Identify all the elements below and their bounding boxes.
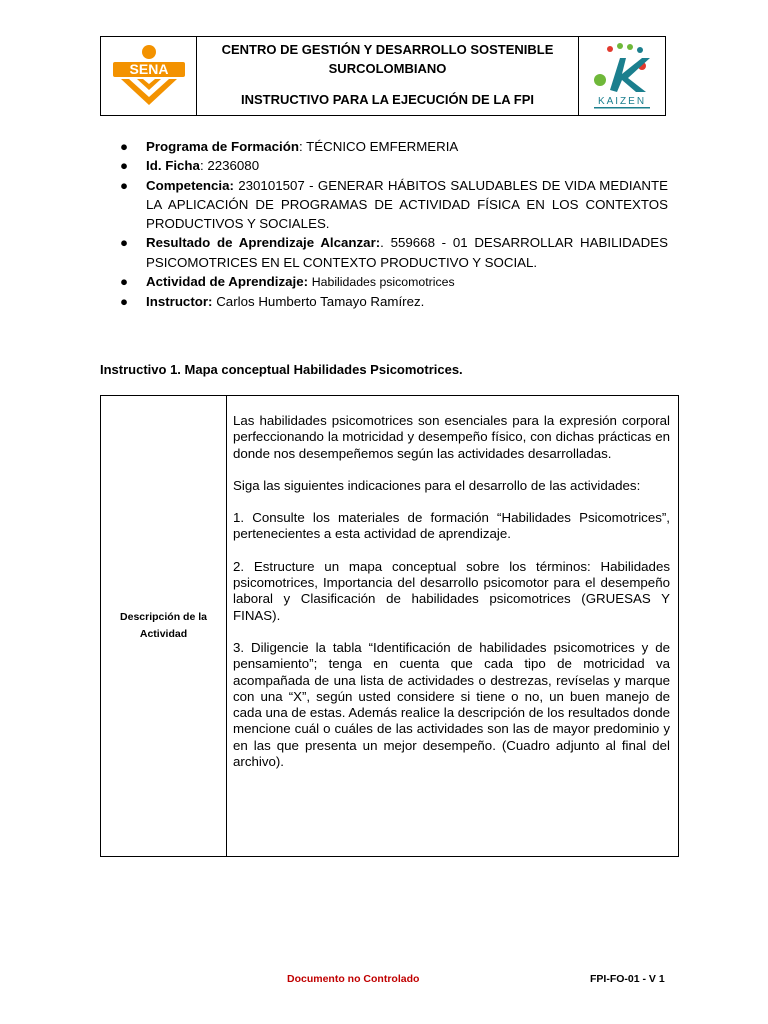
activity-description-content bbox=[227, 396, 678, 856]
paragraph: Las habilidades psicomotrices son esenciales para la expresión corporal perfeccionando la motricidad y desempeño físico, con dichas prácticas en donde nos desempeñemos según las actividades desarrolladas. bbox=[233, 413, 670, 461]
bullet-icon: ● bbox=[120, 274, 129, 290]
info-label: Id. Ficha bbox=[146, 158, 200, 174]
header-subtitle: INSTRUCTIVO PARA LA EJECUCIÓN DE LA FPI bbox=[241, 92, 534, 107]
paragraph: 1. Consulte los materiales de formación “Habilidades Psicomotrices”, pertenecientes a esta actividad de aprendizaje. bbox=[233, 510, 670, 542]
svg-text:SENA: SENA bbox=[129, 61, 168, 77]
info-label: Actividad de Aprendizaje: bbox=[146, 274, 309, 290]
info-value: 230101507 - GENERAR HÁBITOS SALUDABLES DE VIDA MEDIANTE LA APLICACIÓN DE PROGRAMAS DE ACTIVIDAD FÍSICA EN LOS CONTEXTOS PRODUCTIVOS Y SOCIALES. bbox=[146, 177, 668, 232]
info-label: Programa de Formación bbox=[146, 139, 299, 154]
document-header bbox=[100, 36, 666, 116]
instructivo-title: Instructivo 1. Mapa conceptual Habilidades Psicomotrices. bbox=[100, 362, 463, 377]
info-label: Resultado de Aprendizaje Alcanzar: bbox=[146, 235, 381, 251]
info-value: 2236080 bbox=[207, 158, 260, 174]
bullet-icon: ● bbox=[120, 158, 129, 174]
info-value: Habilidades psicomotrices bbox=[311, 275, 455, 290]
info-label: Competencia: bbox=[146, 177, 234, 193]
paragraph: Siga las siguientes indicaciones para el desarrollo de las actividades: bbox=[233, 477, 641, 493]
info-item-programa: ● Programa de Formación: TÉCNICO EMFERMERIA bbox=[118, 137, 668, 156]
info-item-actividad bbox=[118, 272, 668, 292]
info-item-resultado: ● Resultado de Aprendizaje Alcanzar:. 559668 - 01 DESARROLLAR HABILIDADES PSICOMOTRICES EN EL CONTEXTO PRODUCTIVO Y SOCIAL. bbox=[120, 235, 668, 270]
header-title-block bbox=[197, 37, 579, 115]
sena-logo-icon bbox=[107, 43, 191, 109]
info-value: TÉCNICO EMFERMERIA bbox=[306, 139, 459, 154]
svg-text:KAIZEN: KAIZEN bbox=[597, 96, 647, 107]
kaizen-logo-icon bbox=[584, 40, 660, 112]
info-value: 559668 - 01 DESARROLLAR HABILIDADES PSICOMOTRICES EN EL CONTEXTO PRODUCTIVO Y SOCIAL. bbox=[146, 235, 668, 270]
bullet-icon: ● bbox=[120, 139, 129, 154]
program-info-list bbox=[118, 137, 668, 312]
header-title-line1: CENTRO DE GESTIÓN Y DESARROLLO SOSTENIBLE bbox=[221, 42, 554, 57]
kaizen-logo bbox=[579, 37, 665, 115]
header-title-line2: SURCOLOMBIANO bbox=[328, 61, 447, 76]
activity-table bbox=[100, 395, 679, 857]
info-item-competencia bbox=[118, 176, 668, 234]
footer-form-code: FPI-FO-01 - V 1 bbox=[590, 973, 665, 985]
paragraph: 3. Diligencie la tabla “Identificación de habilidades psicomotrices y de pensamiento”; tenga en cuenta que cada tipo de motricidad va acompañada de una lista de actividades o destrezas, revíselas y marque con una “X”, según usted considere si tiene o no, un buen manejo de cada una de estas. Además realice la descripción de los resultados donde mencione cuál o cuáles de las actividades son las de mayor predominio y en las que presenta un mejor desempeño. (Cuadro adjunto al final del archivo). bbox=[233, 639, 670, 770]
info-item-instructor bbox=[118, 292, 668, 311]
info-item-ficha: ● Id. Ficha: 2236080 bbox=[118, 156, 668, 175]
activity-description-label: Descripción de la Actividad bbox=[101, 396, 227, 856]
info-label: Instructor: bbox=[146, 294, 213, 310]
footer-uncontrolled-notice: Documento no Controlado bbox=[287, 973, 420, 985]
bullet-icon: ● bbox=[120, 177, 129, 193]
bullet-icon: ● bbox=[120, 294, 129, 310]
paragraph: 2. Estructure un mapa conceptual sobre los términos: Habilidades psicomotrices, Importancia del desarrollo psicomotor para el desempeño laboral y Clasificación de habilidades psicomotrices (GRUESAS Y FINAS). bbox=[233, 558, 670, 623]
bullet-icon: ● bbox=[120, 235, 129, 251]
sena-logo bbox=[101, 37, 197, 115]
info-value: Carlos Humberto Tamayo Ramírez. bbox=[216, 294, 425, 310]
